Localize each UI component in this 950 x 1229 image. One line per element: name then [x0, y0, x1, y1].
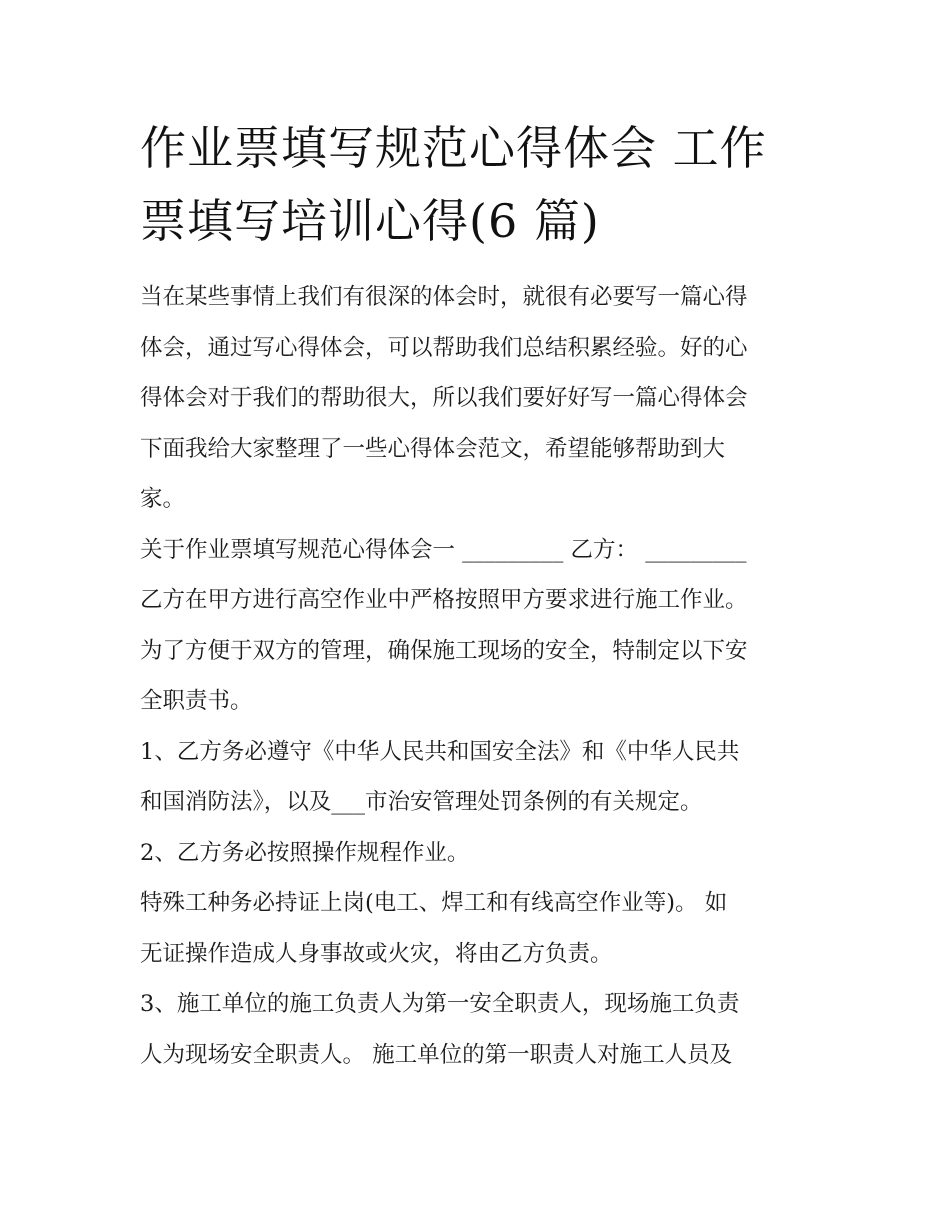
title-line: 作业票填写规范心得体会 工作: [140, 121, 767, 175]
title-line: 票填写培训心得(6 篇): [140, 194, 600, 248]
text-line: 和国消防法》，以及___市治安管理处罚条例的有关规定。: [140, 789, 703, 815]
document-content: [140, 112, 815, 1080]
text-line: 乙方在甲方进行高空作业中严格按照甲方要求进行施工作业。: [140, 587, 748, 613]
text-line: 无证操作造成人身事故或火灾，将由乙方负责。: [140, 940, 613, 967]
text-line: 3、施工单位的施工负责人为第一安全职责人，现场施工负责: [140, 991, 740, 1017]
text-line: 为了方便于双方的管理，确保施工现场的安全，特制定以下安: [140, 637, 748, 664]
text-line: 当在某些事情上我们有很深的体会时，就很有必要写一篇心得: [140, 284, 748, 310]
text-line: 2、乙方务必按照操作规程作业。: [140, 839, 470, 866]
text-line: 全职责书。: [140, 688, 253, 714]
text-line: 家。: [140, 486, 186, 512]
text-line: 1、乙方务必遵守《中华人民共和国安全法》和《中华人民共: [140, 738, 740, 765]
paragraph-item-2: [140, 828, 815, 879]
text-line: 下面我给大家整理了一些心得体会范文，希望能够帮助到大: [140, 435, 726, 462]
paragraph-section-one: [140, 525, 815, 727]
paragraph-special-trades: [140, 878, 815, 979]
document-title: [140, 112, 815, 258]
paragraph-item-3: [140, 979, 815, 1080]
text-line: 人为现场安全职责人。 施工单位的第一职责人对施工人员及: [140, 1041, 733, 1068]
document-body: [140, 272, 815, 1080]
text-line: 体会，通过写心得体会，可以帮助我们总结积累经验。好的心: [140, 334, 748, 361]
text-line: 特殊工种务必持证上岗(电工、焊工和有线高空作业等)。 如: [140, 890, 728, 916]
paragraph-item-1: [140, 727, 815, 828]
text-line: 得体会对于我们的帮助很大，所以我们要好好写一篇心得体会: [140, 385, 748, 411]
paragraph-intro: [140, 272, 815, 525]
text-line: 关于作业票填写规范心得体会一 _________ 乙方： _________: [140, 536, 747, 563]
